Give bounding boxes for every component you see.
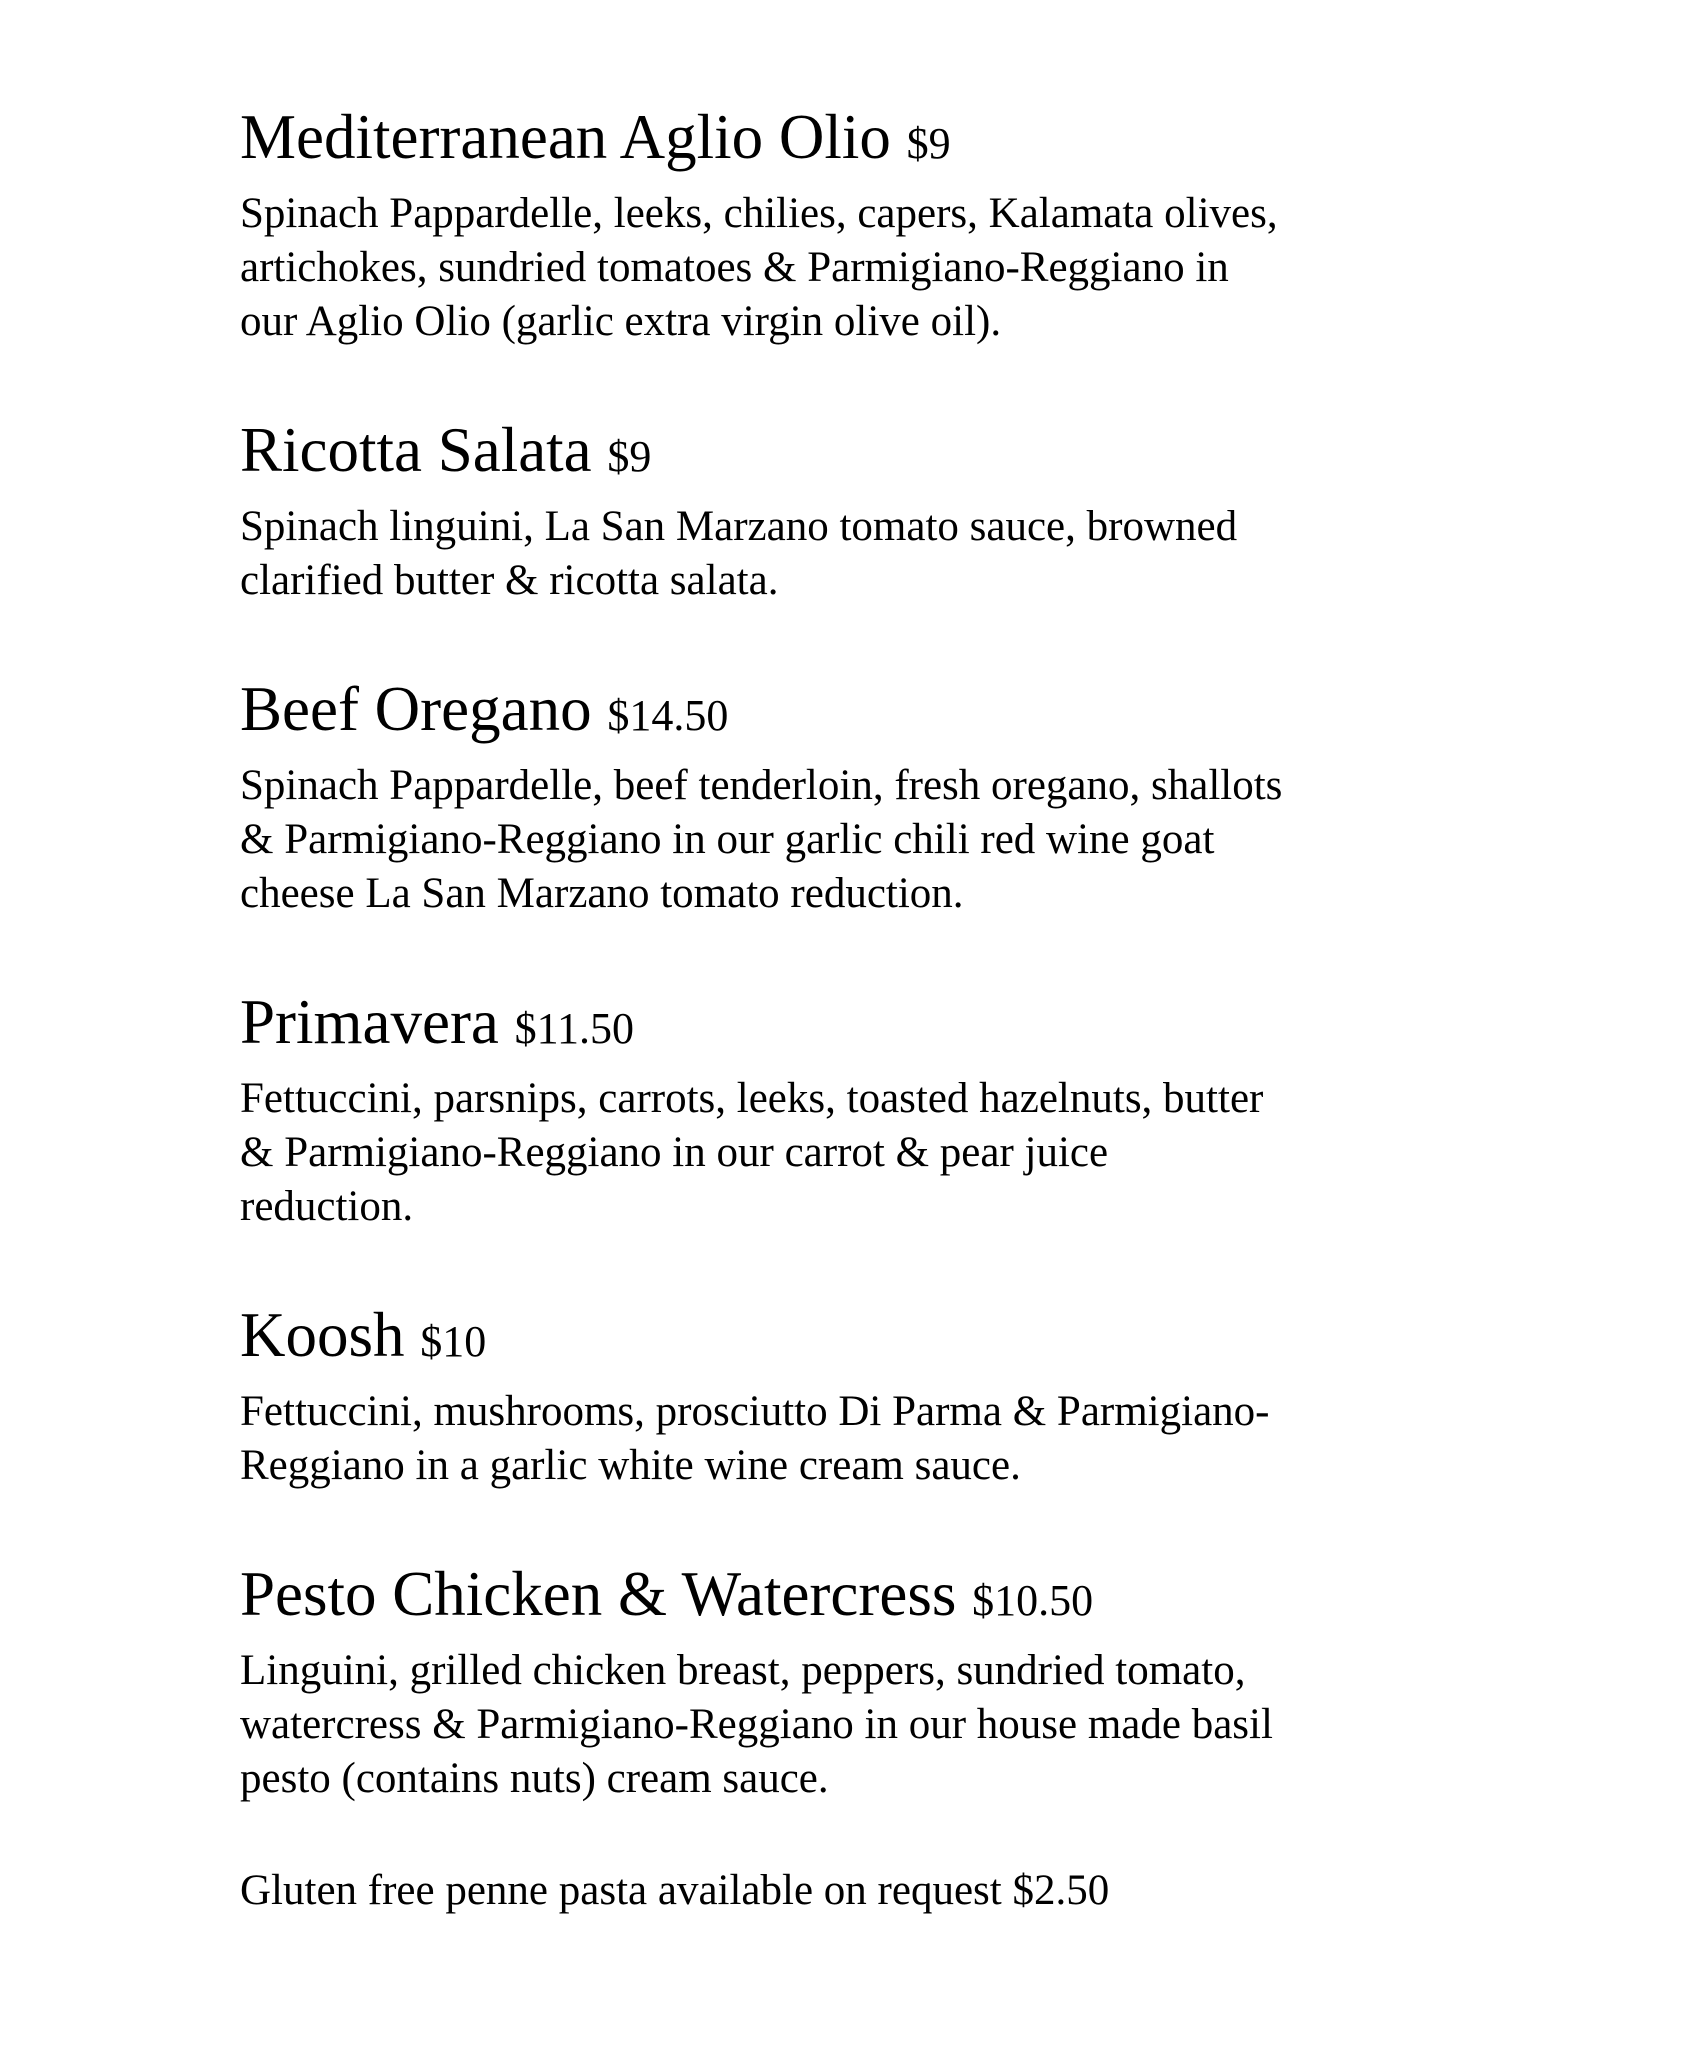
item-name: Pesto Chicken & Watercress <box>240 1559 957 1629</box>
description-line: & Parmigiano-Reggiano in our garlic chili red wine goat <box>240 816 1215 863</box>
item-heading <box>240 94 1440 187</box>
menu-item-pesto-chicken-watercress <box>240 1551 1440 1806</box>
description-line: pesto (contains nuts) cream sauce. <box>240 1755 829 1802</box>
description-line: Reggiano in a garlic white wine cream sauce. <box>240 1442 1021 1489</box>
description-line: & Parmigiano-Reggiano in our carrot & pear juice <box>240 1129 1109 1176</box>
item-price: $10.50 <box>972 1576 1094 1625</box>
item-name: Koosh <box>240 1300 405 1370</box>
item-heading <box>240 1551 1440 1644</box>
description-line: clarified butter & ricotta salata. <box>240 557 779 604</box>
item-description <box>240 1644 1440 1806</box>
item-price: $9 <box>906 119 951 168</box>
item-heading <box>240 1292 1440 1385</box>
item-description <box>240 1072 1440 1234</box>
description-line: Fettuccini, mushrooms, prosciutto Di Parma & Parmigiano- <box>240 1388 1270 1435</box>
description-line: Fettuccini, parsnips, carrots, leeks, toasted hazelnuts, butter <box>240 1075 1264 1122</box>
item-name: Beef Oregano <box>240 674 592 744</box>
menu-item-beef-oregano <box>240 666 1440 921</box>
item-description <box>240 500 1440 608</box>
item-price: $10 <box>420 1317 487 1366</box>
item-name: Primavera <box>240 987 499 1057</box>
item-description <box>240 759 1440 921</box>
menu-item-primavera <box>240 979 1440 1234</box>
item-description <box>240 187 1440 349</box>
menu-item-ricotta-salata <box>240 407 1440 608</box>
description-line: Spinach Pappardelle, leeks, chilies, capers, Kalamata olives, <box>240 190 1278 237</box>
item-price: $14.50 <box>607 691 729 740</box>
menu <box>240 94 1440 1918</box>
menu-item-mediterranean-aglio-olio <box>240 94 1440 349</box>
item-heading <box>240 979 1440 1072</box>
item-price: $9 <box>607 432 652 481</box>
item-price: $11.50 <box>514 1004 635 1053</box>
description-line: our Aglio Olio (garlic extra virgin olive oil). <box>240 298 1002 345</box>
description-line: watercress & Parmigiano-Reggiano in our house made basil <box>240 1701 1273 1748</box>
description-line: Linguini, grilled chicken breast, peppers, sundried tomato, <box>240 1647 1246 1694</box>
gluten-free-note: Gluten free penne pasta available on request $2.50 <box>240 1867 1110 1914</box>
item-name: Ricotta Salata <box>240 415 592 485</box>
item-description <box>240 1385 1440 1493</box>
description-line: Spinach linguini, La San Marzano tomato sauce, browned <box>240 503 1238 550</box>
item-heading <box>240 407 1440 500</box>
menu-item-koosh <box>240 1292 1440 1493</box>
item-heading <box>240 666 1440 759</box>
item-name: Mediterranean Aglio Olio <box>240 102 891 172</box>
description-line: Spinach Pappardelle, beef tenderloin, fresh oregano, shallots <box>240 762 1283 809</box>
description-line: artichokes, sundried tomatoes & Parmigiano-Reggiano in <box>240 244 1229 291</box>
description-line: cheese La San Marzano tomato reduction. <box>240 870 964 917</box>
description-line: reduction. <box>240 1183 414 1230</box>
